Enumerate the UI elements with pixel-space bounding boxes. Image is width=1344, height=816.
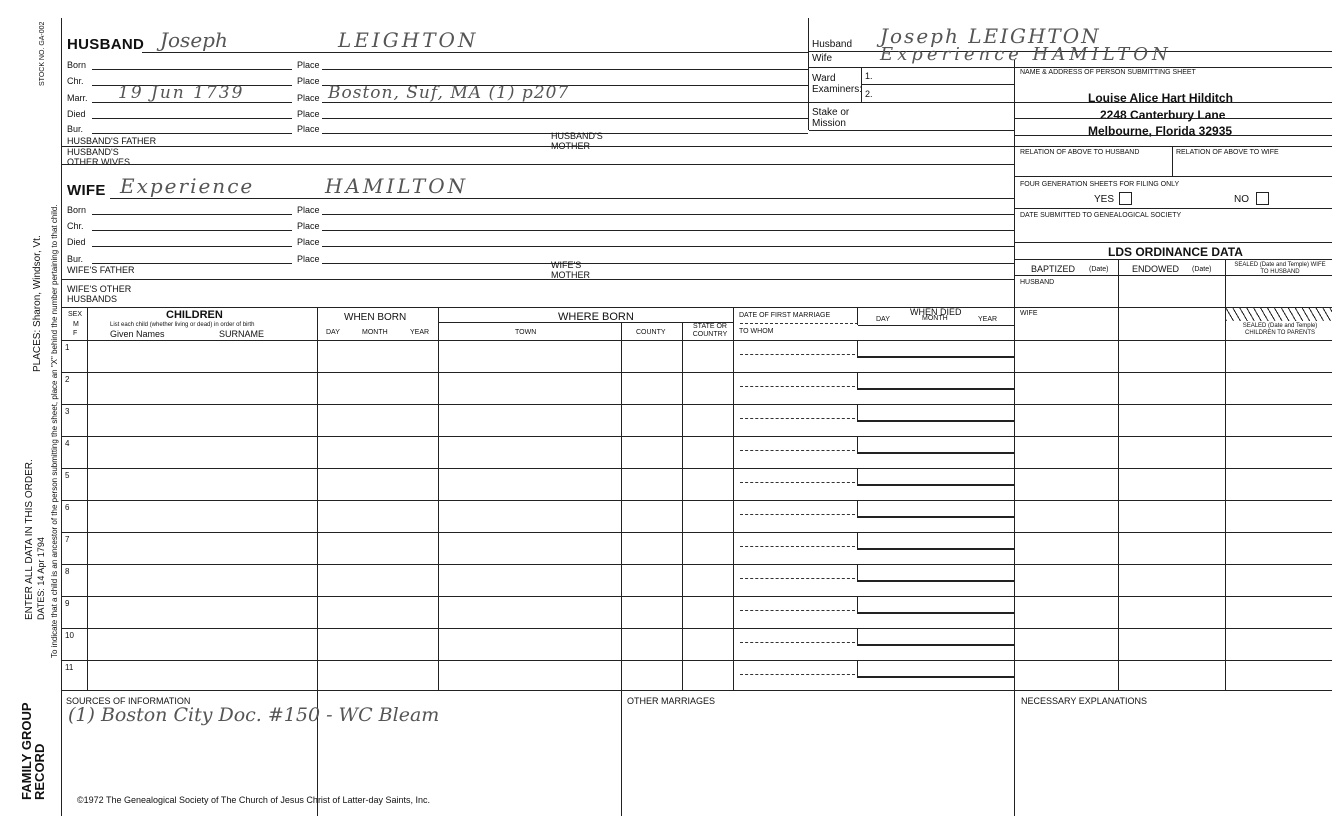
died-day-label: DAY (876, 316, 890, 323)
when-died-label: WHEN DIED (910, 307, 962, 317)
date-submitted-label: DATE SUBMITTED TO GENEALOGICAL SOCIETY (1020, 212, 1182, 219)
when-died-cell[interactable] (857, 532, 1015, 550)
sex-m-label: M (73, 321, 79, 328)
town-label: TOWN (515, 329, 537, 336)
children-instruction: List each child (whether living or dead) in order of birth (110, 322, 255, 328)
examiner-1: 1. (865, 71, 873, 81)
husband-heading: HUSBAND (67, 36, 145, 53)
wife-chr-label: Chr. (67, 221, 84, 231)
when-died-cell[interactable] (857, 436, 1015, 454)
husband-bur-place-label: Place (297, 124, 320, 134)
indicate-note: To indicate that a child is an ancestor of the person submitting the sheet, place an "X" behind the number pertaining to that child. (50, 204, 59, 658)
when-died-cell[interactable] (857, 500, 1015, 518)
child-row-line (62, 532, 1332, 533)
husband-marr-place[interactable]: Boston, Suf, MA (1) p207 (328, 83, 570, 103)
summary-husband-name[interactable]: Joseph LEIGHTON (880, 24, 1101, 48)
relation-wife-label: RELATION OF ABOVE TO WIFE (1176, 149, 1279, 156)
husband-given-name[interactable]: Joseph (160, 28, 228, 52)
summary-left-border (808, 18, 809, 130)
other-marriages-label: OTHER MARRIAGES (627, 696, 716, 706)
to-whom-label: TO WHOM (739, 328, 774, 335)
wife-chr-place-label: Place (297, 221, 320, 231)
relation-husband-label: RELATION OF ABOVE TO HUSBAND (1020, 149, 1140, 156)
when-died-cell[interactable] (857, 564, 1015, 582)
county-label: COUNTY (636, 329, 666, 336)
wife-died-place-label: Place (297, 237, 320, 247)
when-died-cell[interactable] (857, 340, 1015, 358)
when-died-cell[interactable] (857, 660, 1015, 678)
died-year-label: YEAR (978, 316, 998, 323)
when-died-cell[interactable] (857, 404, 1015, 422)
husband-marr-label: Marr. (67, 93, 88, 103)
sources-text[interactable]: (1) Boston City Doc. #150 - WC Bleam (68, 704, 440, 726)
wife-heading: WIFE (67, 182, 106, 199)
born-month-label: MONTH (362, 329, 388, 336)
child-row-number: 3 (65, 407, 70, 416)
when-died-cell[interactable] (857, 372, 1015, 390)
child-row-line (62, 372, 1332, 373)
when-died-cell[interactable] (857, 468, 1015, 486)
wife-mother-label: WIFE'S MOTHER (551, 260, 590, 280)
child-row-line (62, 564, 1332, 565)
given-names-label: Given Names (110, 329, 165, 339)
husband-born-place-label: Place (297, 60, 320, 70)
marriage-date-line (740, 354, 855, 355)
child-row-line (62, 660, 1332, 661)
wife-other-husbands-label: WIFE'S OTHER HUSBANDS (67, 284, 132, 304)
yes-checkbox[interactable] (1119, 192, 1132, 205)
wife-bur-place-label: Place (297, 254, 320, 264)
child-row-number: 5 (65, 471, 70, 480)
form-title: FAMILY GROUP RECORD (19, 702, 47, 800)
summary-husband-label: Husband (812, 39, 853, 50)
child-row-number: 2 (65, 375, 70, 384)
wife-father-label: WIFE'S FATHER (67, 265, 135, 275)
husband-chr-place-label: Place (297, 76, 320, 86)
dates-note: DATES: 14 Apr 1794 (36, 537, 46, 620)
marriage-date-line (740, 610, 855, 611)
child-row-number: 9 (65, 599, 70, 608)
died-month-label: MONTH (922, 315, 948, 322)
husband-chr-label: Chr. (67, 76, 84, 86)
four-gen-label: FOUR GENERATION SHEETS FOR FILING ONLY (1020, 181, 1180, 188)
husband-marr-place-label: Place (297, 93, 320, 103)
stock-number: STOCK NO. GA-002 (39, 21, 46, 86)
child-row-number: 6 (65, 503, 70, 512)
marriage-date-line (740, 418, 855, 419)
child-row-number: 8 (65, 567, 70, 576)
baptized-label: BAPTIZED (1031, 264, 1076, 274)
wife-born-place-label: Place (297, 205, 320, 215)
endowed-label: ENDOWED (1132, 264, 1179, 274)
child-row-number: 4 (65, 439, 70, 448)
when-died-cell[interactable] (857, 628, 1015, 646)
marriage-date-line (740, 642, 855, 643)
born-day-label: DAY (326, 329, 340, 336)
husband-marr-date[interactable]: 19 Jun 1739 (118, 83, 245, 103)
sealed-wife-label: SEALED (Date and Temple) WIFE TO HUSBAND (1234, 262, 1326, 275)
child-row-line (62, 628, 1332, 629)
marriage-date-line (740, 578, 855, 579)
husband-other-wives-label: HUSBAND'S OTHER WIVES (67, 147, 131, 167)
wife-given-name[interactable]: Experience (120, 174, 255, 198)
endowed-date-note: (Date) (1192, 266, 1212, 273)
sex-f-label: F (73, 330, 78, 337)
child-row-number: 1 (65, 343, 70, 352)
first-marriage-label: DATE OF FIRST MARRIAGE (739, 312, 831, 319)
marriage-date-line (740, 674, 855, 675)
child-row-number: 11 (65, 663, 74, 672)
husband-father-label: HUSBAND'S FATHER (67, 136, 157, 146)
baptized-date-note: (Date) (1089, 266, 1109, 273)
submitter-name[interactable]: Louise Alice Hart Hilditch (1088, 91, 1233, 105)
ward-label: Ward (812, 73, 836, 84)
husband-surname[interactable]: LEIGHTON (338, 28, 479, 52)
examiners-label: Examiners: (812, 84, 863, 95)
child-row-number: 7 (65, 535, 70, 544)
lds-title: LDS ORDINANCE DATA (1108, 245, 1243, 259)
child-row-line (62, 404, 1332, 405)
marriage-date-line (740, 450, 855, 451)
enter-all-note: ENTER ALL DATA IN THIS ORDER. (24, 459, 35, 620)
where-born-label: WHERE BORN (558, 311, 634, 323)
sources-label: SOURCES OF INFORMATION (66, 696, 191, 706)
lds-husband-label: HUSBAND (1020, 279, 1055, 286)
left-margin-line (61, 18, 62, 816)
wife-born-label: Born (67, 205, 87, 215)
no-checkbox[interactable] (1256, 192, 1269, 205)
husband-died-place-label: Place (297, 109, 320, 119)
yes-label: YES (1094, 194, 1115, 205)
husband-died-label: Died (67, 109, 86, 119)
necessary-explanations-label: NECESSARY EXPLANATIONS (1021, 696, 1148, 706)
submitter-street[interactable]: 2248 Canterbury Lane (1100, 108, 1226, 122)
child-row-line (62, 468, 1332, 469)
sealed-children-label: SEALED (Date and Temple) CHILDREN TO PARENTS (1242, 323, 1318, 336)
sealed-hatch (1226, 308, 1332, 321)
husband-mother-label: HUSBAND'S MOTHER (551, 131, 603, 151)
wife-bur-label: Bur. (67, 254, 84, 264)
no-label: NO (1234, 194, 1249, 205)
marriage-date-line (740, 546, 855, 547)
marriage-date-line (740, 514, 855, 515)
stake-label: Stake or Mission (812, 107, 850, 129)
state-label: STATE OR COUNTRY (692, 323, 728, 338)
copyright: ©1972 The Genealogical Society of The Church of Jesus Christ of Latter-day Saints, Inc. (77, 795, 430, 805)
summary-wife-name[interactable]: Experience HAMILTON (880, 44, 1172, 65)
sex-label: SEX (68, 311, 83, 318)
marriage-date-line (740, 482, 855, 483)
examiner-2: 2. (865, 89, 873, 99)
lds-wife-label: WIFE (1020, 310, 1038, 317)
children-heading: CHILDREN (166, 309, 223, 321)
when-died-cell[interactable] (857, 596, 1015, 614)
when-born-label: WHEN BORN (344, 312, 407, 323)
child-row-line (62, 436, 1332, 437)
wife-surname[interactable]: HAMILTON (325, 174, 469, 198)
husband-bur-label: Bur. (67, 124, 84, 134)
submitter-label: NAME & ADDRESS OF PERSON SUBMITTING SHEET (1020, 69, 1196, 76)
summary-wife-label: Wife (812, 53, 832, 64)
child-row-line (62, 500, 1332, 501)
child-row-line (62, 596, 1332, 597)
wife-died-label: Died (67, 237, 86, 247)
surname-label: SURNAME (219, 329, 265, 339)
husband-born-label: Born (67, 60, 87, 70)
born-year-label: YEAR (410, 329, 430, 336)
submitter-city[interactable]: Melbourne, Florida 32935 (1088, 124, 1233, 138)
marriage-date-line (740, 386, 855, 387)
places-note: PLACES: Sharon, Windsor, Vt. (32, 235, 43, 372)
child-row-number: 10 (65, 631, 74, 640)
